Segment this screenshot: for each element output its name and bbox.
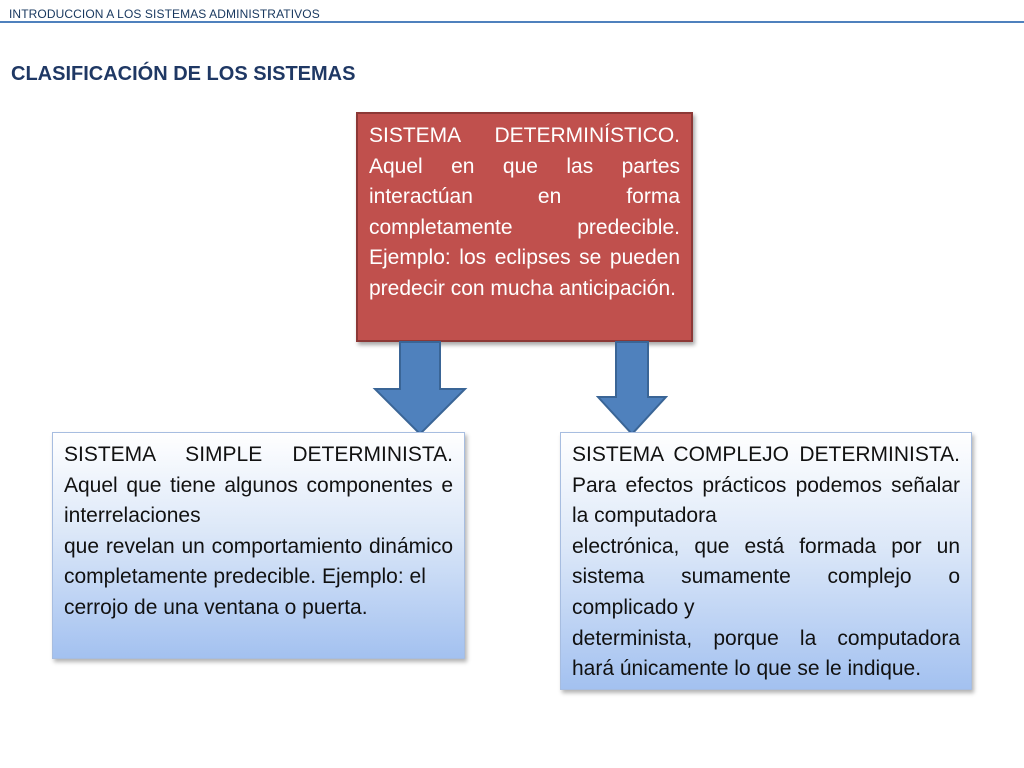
page-title: CLASIFICACIÓN DE LOS SISTEMAS <box>11 63 356 85</box>
deterministic-system-box <box>356 112 693 342</box>
simple-deterministic-text-1: SISTEMA SIMPLE DETERMINISTA. Aquel que tiene algunos componentes e interrelaciones <box>64 443 453 528</box>
complex-deterministic-box <box>560 432 972 690</box>
deterministic-system-text: SISTEMA DETERMINÍSTICO. Aquel en que las partes interactúan en forma completamente predecible. Ejemplo: los eclipses se pueden predecir con mucha anticipación. <box>369 124 680 300</box>
complex-deterministic-text-1: SISTEMA COMPLEJO DETERMINISTA. Para efectos prácticos podemos señalar la computadora <box>572 443 960 528</box>
simple-deterministic-text-2: que revelan un comportamiento dinámico completamente predecible. Ejemplo: el <box>64 534 453 589</box>
down-arrow-right-icon <box>596 341 668 436</box>
down-arrow-left-icon <box>372 341 468 436</box>
simple-deterministic-box <box>52 432 465 659</box>
header-divider <box>0 21 1024 23</box>
complex-deterministic-text-2: electrónica, que está formada por un sistema sumamente complejo o complicado y <box>572 534 960 619</box>
simple-deterministic-text-3: cerrojo de una ventana o puerta. <box>64 595 368 619</box>
header-text: INTRODUCCION A LOS SISTEMAS ADMINISTRATIVOS <box>9 7 320 21</box>
complex-deterministic-text-3: determinista, porque la computadora hará únicamente lo que se le indique. <box>572 626 960 681</box>
